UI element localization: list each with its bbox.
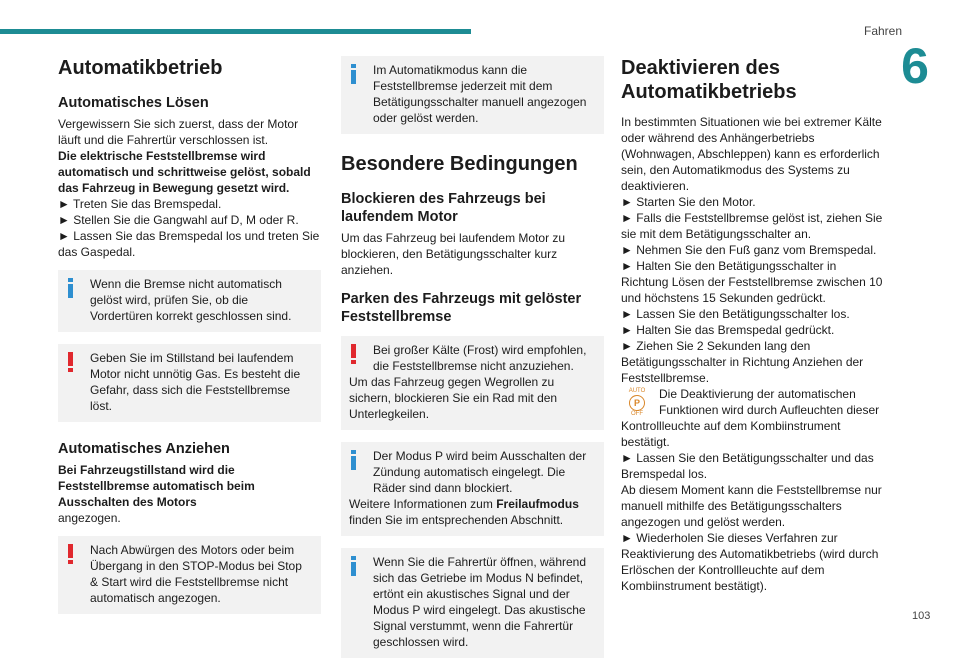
note-text: Im Automatikmodus kann die Feststellbremse jederzeit mit dem Betätigungsschalter manuell angezogen oder gelöst werden. xyxy=(373,63,587,125)
chapter-number: 6 xyxy=(901,38,929,94)
info-note xyxy=(341,56,604,134)
heading-deaktivieren: Deaktivieren des Automatikbetriebs xyxy=(621,57,797,103)
heading-automatisches-anziehen: Automatisches Anziehen xyxy=(58,441,230,457)
paragraph: Vergewissern Sie sich zuerst, dass der Motor läuft und die Fahrertür verschlossen ist. xyxy=(58,117,299,147)
step-item: ► Halten Sie den Betätigungsschalter in Richtung Lösen der Feststellbremse zwischen 10 und höchstens 15 Sekunden gedrückt. xyxy=(621,259,883,305)
info-note xyxy=(341,548,604,658)
step-item: ► Nehmen Sie den Fuß ganz vom Bremspedal. xyxy=(621,243,877,257)
heading-automatikbetrieb: Automatikbetrieb xyxy=(58,57,223,79)
note-text: Nach Abwürgen des Motors oder beim Übergang in den STOP-Modus bei Stop & Start wird die Feststellbremse nicht automatisch angezogen. xyxy=(90,543,302,605)
note-text: Geben Sie im Stillstand bei laufendem Motor nicht unnötig Gas. Es besteht die Gefahr, dass sich die Feststellbremse löst. xyxy=(90,351,301,413)
note-text: Wenn Sie die Fahrertür öffnen, während sich das Getriebe im Modus N befindet, ertönt ein akustisches Signal und der Modus P wird eingelegt. Das akustische Signal verstummt, wenn die Fahrertür geschlossen wird. xyxy=(373,555,587,649)
warning-note xyxy=(341,336,604,430)
note-text: Wenn die Bremse nicht automatisch gelöst wird, prüfen Sie, ob die Vordertüren korrekt geschlossen sind. xyxy=(90,277,292,323)
warning-note xyxy=(58,536,321,614)
info-icon xyxy=(351,64,357,84)
section-title: Fahren xyxy=(863,24,903,38)
step-item: ► Starten Sie den Motor. xyxy=(621,195,756,209)
step-item: ► Falls die Feststellbremse gelöst ist, ziehen Sie sie mit dem Betätigungsschalter an. xyxy=(621,211,883,241)
paragraph: Ab diesem Moment kann die Feststellbremse nur manuell mithilfe des Betätigungsschalters angezogen und gelöst werden. xyxy=(621,483,882,529)
heading-parken: Parken des Fahrzeugs mit gelöster Feststellbremse xyxy=(341,291,582,325)
paragraph: Um das Fahrzeug bei laufendem Motor zu blockieren, den Betätigungsschalter kurz anziehen. xyxy=(341,231,566,277)
warning-note xyxy=(58,344,321,422)
auto-p-off-indicator-icon: AUTO P OFF xyxy=(628,388,646,417)
page-number: 103 xyxy=(912,610,931,622)
header-accent-bar xyxy=(0,29,471,34)
info-note xyxy=(341,442,604,536)
info-icon xyxy=(351,450,357,470)
step-item: ► Lassen Sie den Betätigungsschalter und das Bremspedal los. xyxy=(621,451,874,481)
info-icon xyxy=(351,556,357,576)
step-item: ► Lassen Sie das Bremspedal los und treten Sie das Gaspedal. xyxy=(58,229,320,259)
indicator-block xyxy=(621,386,883,450)
paragraph: angezogen. xyxy=(58,511,121,525)
heading-automatisches-loesen: Automatisches Lösen xyxy=(58,95,209,111)
bold-term: Freilaufmodus xyxy=(496,497,579,511)
note-text: Der Modus P wird beim Ausschalten der Zündung automatisch eingelegt. Die Räder sind dann blockiert. xyxy=(373,449,587,495)
step-item: ► Stellen Sie die Gangwahl auf D, M oder R. xyxy=(58,213,299,227)
step-item: ► Ziehen Sie 2 Sekunden lang den Betätigungsschalter in Richtung Anziehen der Feststellbremse. xyxy=(621,339,864,385)
column-middle xyxy=(341,56,604,658)
info-note xyxy=(58,270,321,332)
step-item: ► Treten Sie das Bremspedal. xyxy=(58,197,222,211)
column-left xyxy=(58,56,321,614)
note-text: Weitere Informationen zum Freilaufmodus finden Sie im entsprechenden Abschnitt. xyxy=(349,497,579,527)
note-text: Um das Fahrzeug gegen Wegrollen zu sichern, blockieren Sie ein Rad mit den Unterlegkeilen. xyxy=(349,375,558,421)
paragraph-bold: Die elektrische Feststellbremse wird automatisch und schrittweise gelöst, sobald das Fahrzeug in Bewegung gesetzt wird. xyxy=(58,149,311,195)
warning-icon xyxy=(351,344,357,364)
info-icon xyxy=(68,278,74,298)
column-right xyxy=(621,56,883,594)
step-item: ► Halten Sie das Bremspedal gedrückt. xyxy=(621,323,835,337)
warning-icon xyxy=(68,544,74,564)
heading-besondere-bedingungen: Besondere Bedingungen xyxy=(341,153,578,175)
step-item: ► Wiederholen Sie dieses Verfahren zur Reaktivierung des Automatikbetriebs (wird durch Erlöschen der Kontrollleuchte auf dem Kombiinstrument bestätigt). xyxy=(621,531,879,593)
paragraph-bold: Bei Fahrzeugstillstand wird die Feststellbremse automatisch beim Ausschalten des Motors xyxy=(58,463,255,509)
heading-blockieren: Blockieren des Fahrzeugs bei laufendem Motor xyxy=(341,191,546,225)
paragraph: In bestimmten Situationen wie bei extremer Kälte oder während des Anhängerbetriebs (Wohnwagen, Abschleppen) kann es erforderlich sein, den Automatikmodus des Systems zu deaktivieren. xyxy=(621,115,882,193)
warning-icon xyxy=(68,352,74,372)
paragraph: Die Deaktivierung der automatischen Funktionen wird durch Aufleuchten dieser Kontrollleuchte auf dem Kombiinstrument bestätigt. xyxy=(621,387,880,449)
step-item: ► Lassen Sie den Betätigungsschalter los. xyxy=(621,307,850,321)
note-text: Bei großer Kälte (Frost) wird empfohlen, die Feststellbremse nicht anzuziehen. xyxy=(373,343,587,373)
